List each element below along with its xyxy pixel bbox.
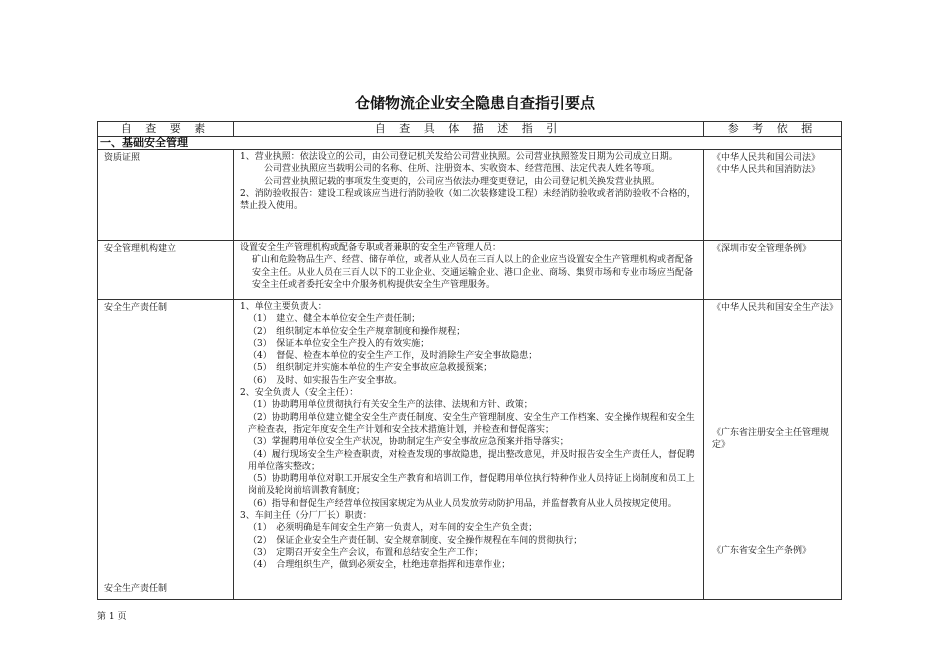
description-line: （2）协助聘用单位建立健全安全生产责任制度、安全生产管理制度、安全生产工作档案、安全操作规程和安全生产检查表，指定年度安全生产计划和安全技术措施计划，并检查和督促落实； — [248, 412, 695, 435]
reference-item: 《中华人民共和国消防法》 — [712, 165, 821, 176]
description-line: （3） 定期召开安全生产会议，布置和总结安全生产工作； — [248, 547, 484, 558]
reference-item: 《广东省注册安全主任管理规定》 — [712, 428, 830, 451]
table-header-row — [98, 122, 842, 137]
element-cell: 安全生产责任制 — [104, 303, 168, 313]
description-line: （4） 合理组织生产，做到必须安全，杜绝违章指挥和违章作业； — [248, 560, 511, 571]
description-cell — [234, 150, 703, 212]
description-line: 1、营业执照：依法设立的公司，由公司登记机关发给公司营业执照。公司营业执照签发日期为公司成立日期。 — [240, 152, 678, 162]
reference-item: 《中华人民共和国公司法》 — [712, 153, 821, 163]
description-line: 公司营业执照记载的事项发生变更的，公司应当依法办理变更登记，由公司登记机关换发营业执照。 — [264, 176, 661, 187]
reference-cell — [704, 300, 841, 314]
page-title: 仓储物流企业安全隐患自查指引要点 — [354, 94, 595, 112]
description-line: （6） 及时、如实报告生产安全事故。 — [248, 375, 403, 386]
description-line: （2） 保证企业安全生产责任制、安全规章制度、安全操作规程在车间的贯彻执行； — [248, 535, 583, 546]
description-line: （5） 组织制定并实施本单位的生产安全事故应急救援预案； — [248, 363, 493, 374]
description-line: 公司营业执照应当载明公司的名称、住所、注册资本、实收资本、经营范围、法定代表人姓名等项。 — [264, 164, 661, 175]
description-line: （1）协助聘用单位贯彻执行有关安全生产的法律、法规和方针、政策； — [248, 400, 533, 411]
page-footer: 第 1 页 — [97, 612, 127, 622]
reference-item: 《中华人民共和国安全生产法》 — [712, 303, 839, 313]
element-cell-continued: 安全生产责任制 — [104, 583, 168, 594]
description-line: （3） 保证本单位安全生产投入的有效实施； — [248, 338, 430, 349]
description-line: 设置安全生产管理机构或配备专职或者兼职的安全生产管理人员： — [240, 243, 502, 253]
description-line: 3、车间主任（分厂厂长）职责： — [240, 511, 372, 522]
element-cell: 资质证照 — [104, 153, 141, 163]
table-row — [98, 300, 842, 600]
description-line: 2、消防验收报告：建设工程或该应当进行消防验收（如二次装修建设工程）未经消防验收或者消防验收不合格的，禁止投入使用。 — [240, 188, 696, 212]
description-line: （4） 督促、检查本单位的安全生产工作，及时消除生产安全事故隐患； — [248, 351, 538, 362]
reference-cell — [704, 241, 841, 255]
description-line: （3）掌握聘用单位安全生产状况，协助制定生产安全事故应急预案并指导落实； — [248, 437, 569, 448]
description-line: （6）指导和督促生产经营单位按国家规定为从业人员发放劳动防护用品，并监督教育从业人员按规定使用。 — [248, 498, 677, 509]
reference-item: 《广东省安全生产条例》 — [712, 546, 812, 556]
header-element: 自 查 要 素 — [98, 122, 234, 137]
description-line: （5）协助聘用单位对职工开展安全生产教育和培训工作，督促聘用单位执行特种作业人员持证上岗制度和员工上岗前及轮岗前培训教育制度； — [248, 474, 695, 497]
table-row — [98, 241, 842, 300]
description-line: （4）履行现场安全生产检查职责，对检查发现的事故隐患，提出整改意见，并及时报告安全生产责任人，督促聘用单位落实整改； — [248, 449, 695, 472]
description-line: （1） 建立、健全本单位安全生产责任制； — [248, 314, 421, 325]
description-line: 2、安全负责人（安全主任）： — [240, 388, 359, 399]
header-reference: 参 考 依 据 — [704, 122, 842, 137]
table-row — [98, 150, 842, 241]
reference-cell — [704, 150, 841, 177]
description-line: 矿山和危险物品生产、经营、储存单位，或者从业人员在三百人以上的企业应当设置安全生产管理机构或者配备安全主任。从业人员在三百人以下的工业企业、交通运输企业、港口企业、商场、集贸市场和专业市场应当配备安全主任或者委托安全中介服务机构提供安全生产管理服务。 — [252, 255, 694, 290]
description-cell — [234, 300, 703, 572]
section-row — [98, 137, 842, 150]
description-line: 1、单位主要负责人： — [240, 302, 327, 312]
element-cell: 安全管理机构建立 — [104, 244, 177, 254]
section-title: 一、基础安全管理 — [98, 137, 842, 150]
header-description: 自 查 具 体 描 述 指 引 — [234, 122, 704, 137]
checklist-table — [97, 121, 842, 600]
description-line: （2） 组织制定本单位安全生产规章制度和操作规程； — [248, 326, 466, 337]
description-cell — [234, 241, 703, 291]
reference-item: 《深圳市安全管理条例》 — [712, 244, 812, 254]
description-line: （1） 必须明确是车间安全生产第一负责人，对车间的安全生产负全责； — [248, 523, 538, 534]
